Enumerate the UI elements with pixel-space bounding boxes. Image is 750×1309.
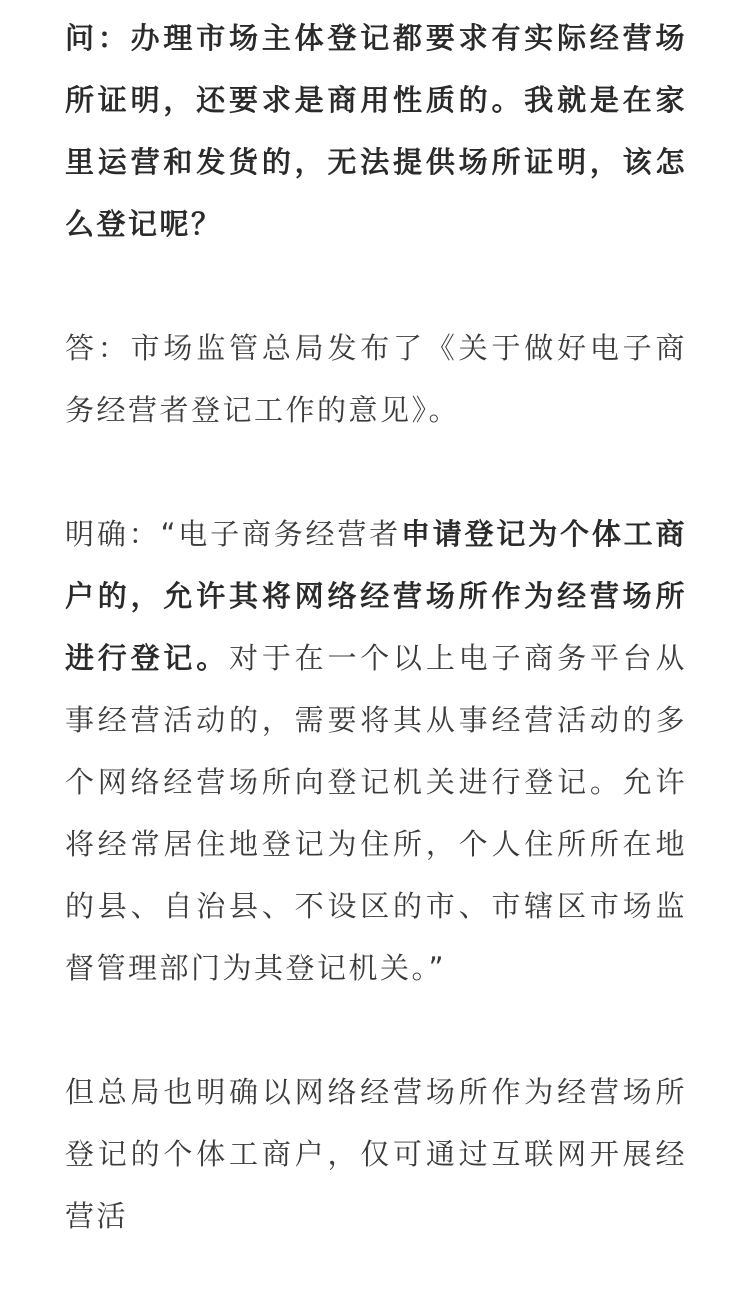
clarification-prefix: 明确：“电子商务经营者: [65, 517, 401, 551]
question-paragraph: 问：办理市场主体登记都要求有实际经营场所证明，还要求是商用性质的。我就是在家里运营和发货的，无法提供场所证明，该怎么登记呢？: [65, 21, 687, 241]
answer-paragraph: 答：市场监管总局发布了《关于做好电子商务经营者登记工作的意见》。: [65, 331, 687, 427]
clarification-paragraph: [65, 503, 687, 999]
clarification-emphasis: 申请登记为个体工商户的，允许其将网络经营场所作为经营场所进行登记。: [65, 517, 687, 675]
clarification-rest: 对于在一个以上电子商务平台从事经营活动的，需要将其从事经营活动的多个网络经营场所向登记机关进行登记。允许将经常居住地登记为住所，个人住所所在地的县、自治县、不设区的市、市辖区市场监督管理部门为其登记机关。”: [65, 641, 687, 985]
closing-paragraph: 但总局也明确以网络经营场所作为经营场所登记的个体工商户，仅可通过互联网开展经营活: [65, 1075, 687, 1233]
article-body: [65, 7, 687, 1309]
